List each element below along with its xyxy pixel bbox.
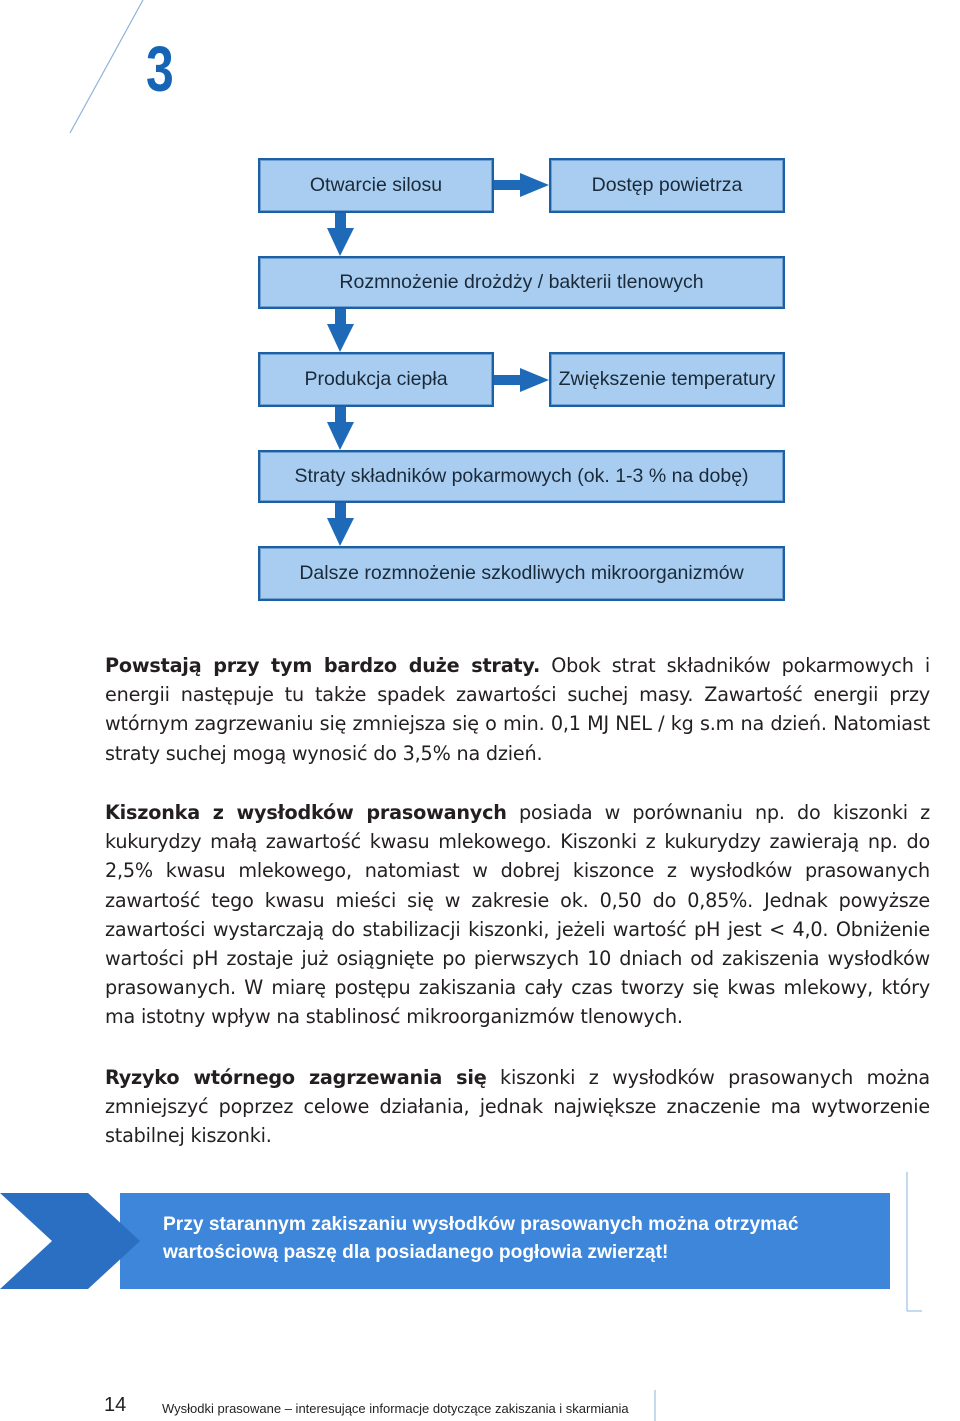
chevron-right-icon: [0, 1193, 140, 1289]
callout-text: Przy starannym zakiszaniu wysłodków prasowanych można otrzymać wartościową paszę dla posiadanego pogłowia zwierząt!: [163, 1214, 799, 1263]
flow-node-air-access: Dostęp powietrza: [549, 158, 785, 213]
arrow-head-down-4: [327, 518, 354, 546]
paragraph-losses-lead: Powstają przy tym bardzo duże straty.: [105, 654, 541, 677]
flow-node-temperature-rise: Zwiększenie temperatury: [549, 352, 785, 407]
arrow-head-down-3: [327, 422, 354, 450]
paragraph-losses-body: Obok strat składników pokarmowych i energii następuje tu także spadek zawartości suchej masy. Zawartość energii przy wtórnym zagrzewaniu się zmniejsza się o min. 0,1 MJ NEL / kg s.m na dzień. Natomiast straty suchej mogą wynosić do 3,5% na dzień.: [105, 654, 930, 765]
paragraph-lactic-acid: [105, 798, 930, 1032]
running-title: Wysłodki prasowane – interesujące informacje dotyczące zakiszania i skarmiania: [162, 1401, 629, 1416]
arrow-head-right-2: [520, 368, 549, 392]
arrow-shaft-right-2: [494, 375, 524, 385]
paragraph-reheating-risk-lead: Ryzyko wtórnego zagrzewania się: [105, 1066, 487, 1089]
flow-node-yeast-growth: Rozmnożenie drożdży / bakterii tlenowych: [258, 256, 785, 309]
page-number: 14: [104, 1394, 127, 1416]
flow-node-heat-production: Produkcja ciepła: [258, 352, 494, 407]
paragraph-reheating-risk-body: kiszonki z wysłodków prasowanych można zmniejszyć poprzez celowe działania, jednak największe znaczenie ma wytworzenie stabilnej kiszonki.: [105, 1066, 930, 1148]
paragraph-lactic-acid-lead: Kiszonka z wysłodków prasowanych: [105, 801, 507, 824]
paragraph-losses: [105, 651, 930, 768]
chapter-number: 3: [146, 33, 173, 105]
flow-node-microbe-growth: Dalsze rozmnożenie szkodliwych mikroorganizmów: [258, 546, 785, 601]
paragraph-reheating-risk: [105, 1063, 930, 1151]
flow-node-opening: Otwarcie silosu: [258, 158, 494, 213]
arrow-head-right-1: [520, 173, 549, 197]
flowchart-arrows: [0, 0, 960, 620]
flow-node-nutrient-losses: Straty składników pokarmowych (ok. 1-3 % na dobę): [258, 450, 785, 503]
paragraph-lactic-acid-body: posiada w porównaniu np. do kiszonki z kukurydzy małą zawartość kwasu mlekowego. Kiszonki z kukurydzy zawierają np. do 2,5% kwasu mlekowego, natomiast w dobrej kiszonce z wysłodków prasowanych zawartość tego kwasu mieści się w zakresie ok. 0,50 do 0,85%. Jednak powyższe zawartości wystarczają do stabilizacji kiszonki, jeżeli wartość pH jest < 4,0. Obniżenie wartości pH zostaje już osiągnięte po pierwszych 10 dniach od zakiszenia wysłodków prasowanych. W miarę postępu zakiszania cały czas tworzy się kwas mlekowy, który ma istotny wpływ na stablinosć mikroorganizmów tlenowych.: [105, 801, 931, 1029]
arrow-shaft-right-1: [494, 180, 524, 190]
callout-box: [0, 1193, 890, 1289]
arrow-head-down-1: [327, 228, 354, 256]
arrow-head-down-2: [327, 324, 354, 352]
